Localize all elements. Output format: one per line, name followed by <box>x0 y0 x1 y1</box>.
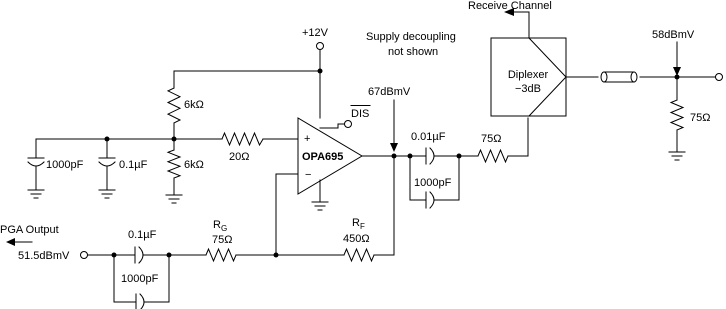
rg-value: 75Ω <box>212 234 233 246</box>
opamp-plus: + <box>304 133 311 145</box>
vplus-label: +12V <box>302 27 328 39</box>
diplexer-label: Diplexer <box>507 69 549 81</box>
resistor-75-out <box>478 150 508 162</box>
cap-01uf-left <box>99 158 115 166</box>
receive-channel: Receive Channel <box>468 0 552 12</box>
ground-icon <box>312 202 328 210</box>
r-75-term-value: 75Ω <box>690 112 711 124</box>
r-20-value: 20Ω <box>229 151 250 163</box>
rg-label: $R_G$ <box>213 219 228 233</box>
r-6k-top-value: 6kΩ <box>184 99 204 111</box>
pga-output-label: PGA Output <box>0 224 59 236</box>
pga-arrowhead <box>6 238 15 246</box>
wires <box>14 12 715 302</box>
c-1000pf-left-value: 1000pF <box>46 159 84 171</box>
cap-1000pf-pga <box>136 294 148 309</box>
c-01uf-pga-value: 0.1µF <box>128 229 157 241</box>
resistor-6k-bottom <box>168 150 180 178</box>
resistor-20 <box>222 133 263 145</box>
c-001uf-out-value: 0.01µF <box>411 131 446 143</box>
resistor-75-term <box>671 100 683 130</box>
resistor-rf <box>344 249 374 261</box>
vplus-terminal <box>317 43 324 50</box>
out-level: 67dBmV <box>368 86 411 98</box>
rf-label: $R_F$ <box>352 217 365 231</box>
c-01uf-left-value: 0.1µF <box>119 159 148 171</box>
ant-level: 58dBmV <box>652 29 695 41</box>
capacitors <box>28 148 438 309</box>
r-6k-bot-value: 6kΩ <box>184 159 204 171</box>
dis-terminal <box>345 121 352 128</box>
arrowheads <box>6 8 681 246</box>
c-1000pf-pga-value: 1000pF <box>121 273 159 285</box>
c-1000pf-out-value: 1000pF <box>414 177 452 189</box>
ground-icon <box>166 195 182 203</box>
ground-icon <box>669 152 685 160</box>
cap-1000pf-left <box>28 158 44 166</box>
supply-note-2: not shown <box>388 46 439 58</box>
diplexer <box>491 38 566 116</box>
resistors <box>168 88 683 261</box>
pga-terminal <box>81 252 88 259</box>
resistor-rg <box>206 249 236 261</box>
cap-1000pf-out <box>426 192 438 208</box>
opamp-label: OPA695 <box>302 151 344 163</box>
rf-value: 450Ω <box>343 233 370 245</box>
ground-icon <box>99 190 115 198</box>
opamp-minus: − <box>305 169 312 181</box>
diplexer-loss: −3dB <box>515 83 541 95</box>
resistor-6k-top <box>168 88 180 123</box>
coax-cable <box>601 72 637 82</box>
opamp <box>298 118 362 194</box>
supply-note: Supply decoupling <box>366 31 456 43</box>
dis-label: DIS <box>351 108 370 120</box>
junctions <box>81 43 723 259</box>
ground-icon <box>28 190 44 198</box>
out-arrowhead <box>390 143 398 152</box>
r-75-out-value: 75Ω <box>481 133 502 145</box>
pga-level: 51.5dBmV <box>18 250 70 262</box>
antenna-terminal <box>716 74 723 81</box>
cap-001uf-out <box>426 148 438 164</box>
cap-01uf-pga <box>135 247 147 263</box>
